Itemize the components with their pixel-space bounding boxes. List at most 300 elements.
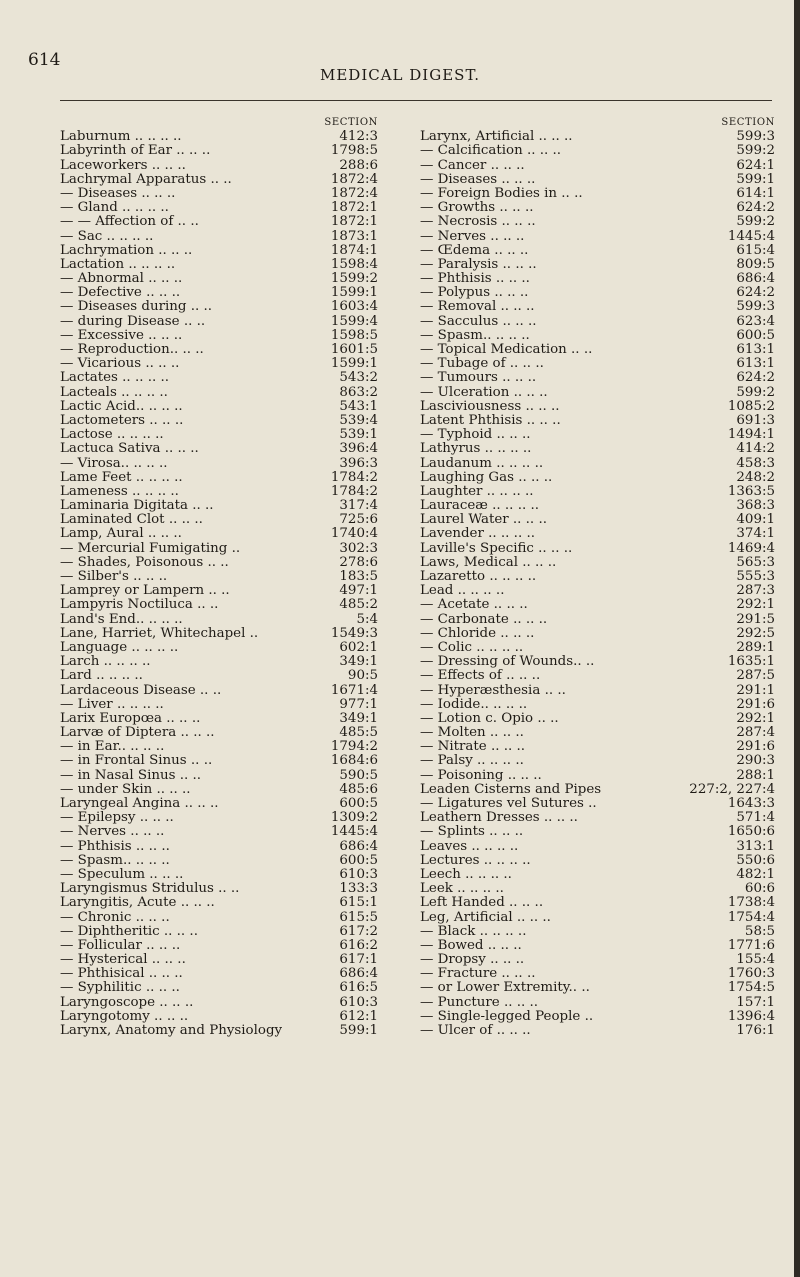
- entry-term: Lampyris Noctiluca .. ..: [60, 598, 219, 613]
- index-entry: [60, 641, 378, 655]
- entry-section-ref: 349:1: [339, 710, 378, 726]
- index-entry: [60, 343, 378, 357]
- index-entry: [420, 230, 775, 244]
- entry-section-ref: 571:4: [736, 810, 775, 826]
- entry-section-ref: 1872:4: [330, 171, 378, 187]
- entry-term: Lane, Harriet, Whitechapel ..: [60, 626, 259, 641]
- entry-section-ref: 624:2: [736, 285, 775, 301]
- index-entry: [420, 258, 775, 272]
- entry-section-ref: 291:6: [736, 739, 775, 755]
- entry-section-ref: 599:3: [736, 299, 775, 315]
- entry-section-ref: 686:4: [339, 966, 378, 982]
- entry-section-ref: 5:4: [356, 611, 378, 627]
- entry-section-ref: 1754:4: [727, 909, 775, 925]
- entry-section-ref: 292:1: [736, 597, 775, 613]
- entry-section-ref: 1874:1: [330, 242, 378, 258]
- index-entry: [420, 939, 775, 953]
- entry-term: Lasciviousness .. .. ..: [420, 399, 560, 414]
- left-entry-list: [60, 130, 378, 1038]
- entry-term: — Phthisical .. .. ..: [60, 967, 183, 982]
- entry-term: — Palsy .. .. .. ..: [420, 754, 524, 769]
- entry-term: Labyrinth of Ear .. .. ..: [60, 144, 211, 159]
- entry-section-ref: 624:2: [736, 370, 775, 386]
- entry-section-ref: 610:3: [339, 994, 378, 1010]
- entry-section-ref: 590:5: [339, 767, 378, 783]
- index-entry: [60, 712, 378, 726]
- index-entry: [60, 669, 378, 683]
- index-entry: [60, 414, 378, 428]
- entry-section-ref: 290:3: [736, 753, 775, 769]
- entry-section-ref: 614:1: [736, 185, 775, 201]
- entry-term: Lamp, Aural .. .. ..: [60, 527, 182, 542]
- index-entry: [60, 967, 378, 981]
- entry-section-ref: 287:5: [736, 668, 775, 684]
- entry-term: Lactation .. .. .. ..: [60, 257, 176, 272]
- entry-term: Laceworkers .. .. ..: [60, 158, 186, 173]
- entry-section-ref: 349:1: [339, 654, 378, 670]
- entry-term: Lauraceæ .. .. .. ..: [420, 499, 539, 514]
- entry-section-ref: 485:2: [339, 597, 378, 613]
- entry-section-ref: 287:4: [736, 725, 775, 741]
- entry-section-ref: 458:3: [736, 455, 775, 471]
- index-entry: [420, 159, 775, 173]
- entry-term: — Diseases during .. ..: [60, 300, 212, 315]
- entry-term: — Chronic .. .. ..: [60, 910, 170, 925]
- entry-section-ref: 613:1: [736, 356, 775, 372]
- index-entry: [420, 130, 775, 144]
- entry-section-ref: 58:5: [744, 923, 775, 939]
- entry-term: Laminated Clot .. .. ..: [60, 513, 203, 528]
- entry-term: — Syphilitic .. .. ..: [60, 981, 180, 996]
- index-entry: [60, 939, 378, 953]
- left-index-column: [60, 116, 378, 1038]
- entry-section-ref: 183:5: [339, 569, 378, 584]
- entry-section-ref: 1740:4: [330, 526, 378, 542]
- index-entry: [60, 513, 378, 527]
- entry-section-ref: 977:1: [339, 696, 378, 712]
- index-entry: [60, 215, 378, 229]
- entry-term: Laryngitis, Acute .. .. ..: [60, 896, 215, 911]
- entry-section-ref: 1738:4: [727, 895, 775, 911]
- entry-section-ref: 485:6: [339, 781, 378, 797]
- entry-term: Lactates .. .. .. ..: [60, 371, 169, 386]
- entry-term: Land's End.. .. .. ..: [60, 612, 183, 627]
- index-entry: [60, 371, 378, 385]
- entry-term: Laburnum .. .. .. ..: [60, 130, 182, 145]
- index-entry: [60, 854, 378, 868]
- entry-term: — Polypus .. .. ..: [420, 286, 529, 301]
- entry-term: — Typhoid .. .. ..: [420, 428, 531, 443]
- index-entry: [420, 882, 775, 896]
- entry-term: — Removal .. .. ..: [420, 300, 535, 315]
- entry-section-ref: 599:2: [736, 214, 775, 230]
- entry-term: — Phthisis .. .. ..: [420, 272, 530, 287]
- entry-term: Leathern Dresses .. .. ..: [420, 811, 578, 826]
- entry-term: Lamprey or Lampern .. ..: [60, 584, 230, 599]
- entry-term: — Nerves .. .. ..: [60, 825, 165, 840]
- entry-section-ref: 497:1: [339, 583, 378, 599]
- entry-term: — Abnormal .. .. ..: [60, 272, 183, 287]
- index-entry: [60, 1024, 378, 1038]
- index-entry: [60, 1010, 378, 1024]
- entry-section-ref: 288:1: [736, 767, 775, 783]
- index-entry: [60, 159, 378, 173]
- index-entry: [60, 315, 378, 329]
- entry-section-ref: 291:6: [736, 696, 775, 712]
- entry-section-ref: 485:5: [339, 725, 378, 741]
- index-entry: [60, 428, 378, 442]
- entry-term: — Spasm.. .. .. ..: [420, 328, 530, 343]
- entry-term: — Foreign Bodies in .. ..: [420, 186, 583, 201]
- entry-section-ref: 555:3: [736, 569, 775, 584]
- entry-section-ref: 1494:1: [727, 427, 775, 443]
- entry-section-ref: 600:5: [736, 327, 775, 343]
- entry-section-ref: 624:1: [736, 157, 775, 173]
- index-entry: [60, 698, 378, 712]
- index-entry: [60, 953, 378, 967]
- entry-term: — Calcification .. .. ..: [420, 144, 562, 159]
- index-entry: [420, 499, 775, 513]
- entry-term: Lardaceous Disease .. ..: [60, 683, 222, 698]
- entry-term: — Œdema .. .. ..: [420, 243, 529, 258]
- index-entry: [60, 896, 378, 910]
- entry-term: — Iodide.. .. .. ..: [420, 697, 528, 712]
- index-entry: [420, 783, 775, 797]
- entry-term: Lame Feet .. .. .. ..: [60, 470, 183, 485]
- entry-term: Lectures .. .. .. ..: [420, 853, 531, 868]
- entry-term: — Hyperæsthesia .. ..: [420, 683, 566, 698]
- entry-section-ref: 616:2: [339, 937, 378, 953]
- entry-term: Larix Europœa .. .. ..: [60, 711, 201, 726]
- index-entry: [420, 414, 775, 428]
- index-entry: [420, 187, 775, 201]
- entry-term: — Puncture .. .. ..: [420, 995, 539, 1010]
- entry-term: Leaden Cisterns and Pipes: [420, 782, 602, 797]
- entry-term: — Diseases .. .. ..: [420, 172, 536, 187]
- section-column-header: SECTION: [324, 117, 378, 128]
- index-entry: [420, 967, 775, 981]
- index-entry: [420, 712, 775, 726]
- entry-section-ref: 90:5: [347, 668, 378, 684]
- index-entry: [420, 570, 775, 584]
- entry-term: Laryngotomy .. .. ..: [60, 1009, 189, 1024]
- entry-section-ref: 617:1: [339, 952, 378, 968]
- entry-term: — Diseases .. .. ..: [60, 186, 176, 201]
- entry-section-ref: 248:2: [736, 469, 775, 485]
- index-entry: [60, 230, 378, 244]
- index-entry: [60, 598, 378, 612]
- entry-term: — Poisoning .. .. ..: [420, 768, 542, 783]
- entry-section-ref: 1445:4: [727, 228, 775, 244]
- index-entry: [60, 357, 378, 371]
- entry-section-ref: 686:4: [736, 271, 775, 287]
- entry-term: — Black .. .. .. ..: [420, 924, 527, 939]
- entry-term: Laughing Gas .. .. ..: [420, 470, 553, 485]
- entry-term: — Diphtheritic .. .. ..: [60, 924, 198, 939]
- entry-section-ref: 1771:6: [727, 937, 775, 953]
- index-entry: [420, 896, 775, 910]
- index-entry: [420, 996, 775, 1010]
- right-index-column: [420, 116, 775, 1038]
- entry-term: — Topical Medication .. ..: [420, 343, 593, 357]
- index-entry: [420, 457, 775, 471]
- entry-section-ref: 289:1: [736, 639, 775, 655]
- entry-term: — Phthisis .. .. ..: [60, 839, 170, 854]
- index-entry: [60, 911, 378, 925]
- entry-term: Larynx, Artificial .. .. ..: [420, 130, 573, 145]
- entry-section-ref: 287:3: [736, 583, 775, 599]
- entry-term: — Nerves .. .. ..: [420, 229, 525, 244]
- entry-section-ref: 615:4: [736, 242, 775, 258]
- entry-term: Lavender .. .. .. ..: [420, 527, 535, 542]
- index-entry: [420, 811, 775, 825]
- entry-term: — Vicarious .. .. ..: [60, 357, 180, 372]
- entry-term: Lameness .. .. .. ..: [60, 484, 179, 499]
- entry-section-ref: 617:2: [339, 923, 378, 939]
- index-entry: [420, 513, 775, 527]
- index-entry: [420, 144, 775, 158]
- entry-section-ref: 291:1: [736, 682, 775, 698]
- index-entry: [60, 187, 378, 201]
- index-entry: [420, 386, 775, 400]
- entry-term: — Spasm.. .. .. ..: [60, 853, 170, 868]
- entry-term: Laws, Medical .. .. ..: [420, 555, 557, 570]
- entry-section-ref: 1873:1: [330, 228, 378, 244]
- entry-section-ref: 616:5: [339, 980, 378, 996]
- entry-term: Larch .. .. .. ..: [60, 655, 151, 670]
- index-entry: [420, 598, 775, 612]
- entry-section-ref: 599:1: [736, 171, 775, 187]
- entry-section-ref: 600:5: [339, 852, 378, 868]
- index-entry: [420, 244, 775, 258]
- entry-term: — Shades, Poisonous .. ..: [60, 555, 229, 570]
- index-entry: [60, 627, 378, 641]
- entry-section-ref: 1872:1: [330, 214, 378, 230]
- entry-section-ref: 227:2, 227:4: [689, 781, 775, 797]
- index-entry: [420, 641, 775, 655]
- index-entry: [60, 286, 378, 300]
- entry-section-ref: 691:3: [736, 412, 775, 428]
- entry-term: — in Nasal Sinus .. ..: [60, 768, 202, 783]
- entry-section-ref: 600:5: [339, 796, 378, 811]
- entry-section-ref: 313:1: [736, 838, 775, 854]
- index-entry: [60, 272, 378, 286]
- index-entry: [60, 981, 378, 995]
- entry-term: — Fracture .. .. ..: [420, 967, 536, 982]
- entry-section-ref: 1760:3: [727, 966, 775, 982]
- page-edge-shadow: [794, 0, 800, 1277]
- entry-section-ref: 1671:4: [330, 682, 378, 698]
- entry-term: Lacteals .. .. .. ..: [60, 385, 168, 400]
- entry-term: — Chloride .. .. ..: [420, 626, 535, 641]
- entry-term: Lard .. .. .. ..: [60, 669, 143, 684]
- entry-section-ref: 809:5: [736, 256, 775, 272]
- index-entry: [60, 769, 378, 783]
- entry-section-ref: 543:2: [339, 370, 378, 386]
- entry-term: Larynx, Anatomy and Physiology: [60, 1024, 283, 1038]
- entry-section-ref: 1643:3: [727, 796, 775, 811]
- index-entry: [420, 868, 775, 882]
- entry-section-ref: 1085:2: [727, 398, 775, 414]
- entry-term: Laurel Water .. .. ..: [420, 513, 547, 528]
- entry-section-ref: 133:3: [339, 881, 378, 897]
- index-entry: [60, 201, 378, 215]
- index-entry: [60, 258, 378, 272]
- entry-section-ref: 543:1: [339, 398, 378, 414]
- entry-term: Lachrymation .. .. ..: [60, 243, 193, 258]
- entry-term: Left Handed .. .. ..: [420, 896, 544, 911]
- index-entry: [420, 669, 775, 683]
- entry-section-ref: 317:4: [339, 498, 378, 514]
- entry-term: — Silber's .. .. ..: [60, 570, 168, 584]
- entry-section-ref: 1872:4: [330, 185, 378, 201]
- entry-section-ref: 1599:2: [330, 271, 378, 287]
- index-entry: [420, 400, 775, 414]
- entry-term: Language .. .. .. ..: [60, 640, 179, 655]
- index-entry: [60, 868, 378, 882]
- index-entry: [420, 471, 775, 485]
- entry-term: — Sacculus .. .. ..: [420, 314, 537, 329]
- entry-section-ref: 414:2: [736, 441, 775, 457]
- entry-section-ref: 615:1: [339, 895, 378, 911]
- entry-term: Lactic Acid.. .. .. ..: [60, 399, 183, 414]
- entry-section-ref: 1798:5: [330, 143, 378, 159]
- entry-term: Laminaria Digitata .. ..: [60, 499, 214, 514]
- entry-section-ref: 615:5: [339, 909, 378, 925]
- entry-term: Lead .. .. .. ..: [420, 584, 505, 599]
- entry-section-ref: 292:1: [736, 710, 775, 726]
- index-entry: [420, 981, 775, 995]
- index-entry: [60, 442, 378, 456]
- entry-term: — Gland .. .. .. ..: [60, 201, 169, 216]
- entry-term: — Lotion c. Opio .. ..: [420, 711, 559, 726]
- entry-term: Lathyrus .. .. .. ..: [420, 442, 532, 457]
- index-entry: [60, 556, 378, 570]
- index-entry: [60, 797, 378, 811]
- entry-term: — Necrosis .. .. ..: [420, 215, 536, 230]
- entry-term: — Effects of .. .. ..: [420, 669, 541, 684]
- entry-section-ref: 1445:4: [330, 824, 378, 840]
- entry-term: — Defective .. .. ..: [60, 286, 181, 301]
- index-entry: [420, 754, 775, 768]
- entry-term: Lactose .. .. .. ..: [60, 428, 164, 443]
- index-entry: [60, 386, 378, 400]
- entry-term: — Bowed .. .. ..: [420, 938, 522, 953]
- index-entry: [420, 584, 775, 598]
- entry-section-ref: 1684:6: [330, 753, 378, 769]
- entry-section-ref: 176:1: [736, 1023, 775, 1038]
- index-entry: [420, 698, 775, 712]
- index-entry: [60, 996, 378, 1010]
- entry-section-ref: 1469:4: [727, 540, 775, 556]
- entry-section-ref: 157:1: [736, 994, 775, 1010]
- entry-section-ref: 1601:5: [330, 342, 378, 357]
- entry-section-ref: 602:1: [339, 639, 378, 655]
- entry-section-ref: 278:6: [339, 554, 378, 570]
- entry-term: — Paralysis .. .. ..: [420, 257, 537, 272]
- entry-term: — Colic .. .. .. ..: [420, 640, 524, 655]
- entry-section-ref: 612:1: [339, 1008, 378, 1024]
- index-entry: [60, 584, 378, 598]
- entry-section-ref: 599:3: [736, 129, 775, 145]
- entry-section-ref: 623:4: [736, 313, 775, 329]
- entry-section-ref: 396:4: [339, 441, 378, 457]
- entry-section-ref: 482:1: [736, 866, 775, 882]
- entry-term: Laryngoscope .. .. ..: [60, 995, 194, 1010]
- entry-term: — Acetate .. .. ..: [420, 598, 528, 613]
- index-entry: [420, 329, 775, 343]
- entry-section-ref: 1754:5: [727, 980, 775, 996]
- index-entry: [420, 300, 775, 314]
- index-entry: [60, 485, 378, 499]
- entry-section-ref: 1396:4: [727, 1008, 775, 1024]
- entry-section-ref: 725:6: [339, 512, 378, 528]
- entry-term: — during Disease .. ..: [60, 314, 206, 329]
- header-rule: [60, 100, 772, 101]
- entry-term: Lactuca Sativa .. .. ..: [60, 442, 199, 457]
- index-entry: [60, 684, 378, 698]
- entry-section-ref: 1598:4: [330, 256, 378, 272]
- entry-term: Laryngeal Angina .. .. ..: [60, 797, 219, 811]
- index-entry: [420, 286, 775, 300]
- index-entry: [60, 840, 378, 854]
- entry-term: — Molten .. .. ..: [420, 726, 524, 741]
- entry-term: — Splints .. .. ..: [420, 825, 524, 840]
- entry-section-ref: 396:3: [339, 455, 378, 471]
- entry-term: — Sac .. .. .. ..: [60, 229, 154, 244]
- index-entry: [60, 882, 378, 896]
- entry-term: — Ligatures vel Sutures ..: [420, 797, 597, 811]
- entry-term: — Dressing of Wounds.. ..: [420, 655, 595, 670]
- entry-section-ref: 1784:2: [330, 483, 378, 499]
- entry-term: — Reproduction.. .. ..: [60, 343, 204, 357]
- index-entry: [60, 655, 378, 669]
- entry-term: — Ulcer of .. .. ..: [420, 1024, 531, 1038]
- index-entry: [60, 130, 378, 144]
- index-entry: [60, 400, 378, 414]
- index-entry: [420, 726, 775, 740]
- index-entry: [420, 442, 775, 456]
- entry-term: Lazaretto .. .. .. ..: [420, 570, 537, 584]
- entry-section-ref: 1650:6: [727, 824, 775, 840]
- index-entry: [420, 527, 775, 541]
- entry-term: — Carbonate .. .. ..: [420, 612, 548, 627]
- index-entry: [60, 811, 378, 825]
- index-entry: [420, 825, 775, 839]
- index-entry: [420, 684, 775, 698]
- entry-term: Larvæ of Diptera .. .. ..: [60, 726, 215, 741]
- index-entry: [420, 1010, 775, 1024]
- index-entry: [420, 173, 775, 187]
- index-entry: [420, 1024, 775, 1038]
- entry-term: Leaves .. .. .. ..: [420, 839, 519, 854]
- index-entry: [420, 542, 775, 556]
- running-head: MEDICAL DIGEST.: [319, 66, 481, 84]
- index-entry: [420, 911, 775, 925]
- index-entry: [420, 769, 775, 783]
- index-entry: [60, 300, 378, 314]
- index-entry: [60, 825, 378, 839]
- entry-section-ref: 610:3: [339, 866, 378, 882]
- entry-section-ref: 863:2: [339, 384, 378, 400]
- entry-section-ref: 624:2: [736, 200, 775, 216]
- entry-section-ref: 1549:3: [330, 625, 378, 641]
- index-entry: [60, 740, 378, 754]
- index-entry: [420, 953, 775, 967]
- entry-term: Leech .. .. .. ..: [420, 867, 512, 882]
- index-entry: [420, 797, 775, 811]
- index-entry: [420, 627, 775, 641]
